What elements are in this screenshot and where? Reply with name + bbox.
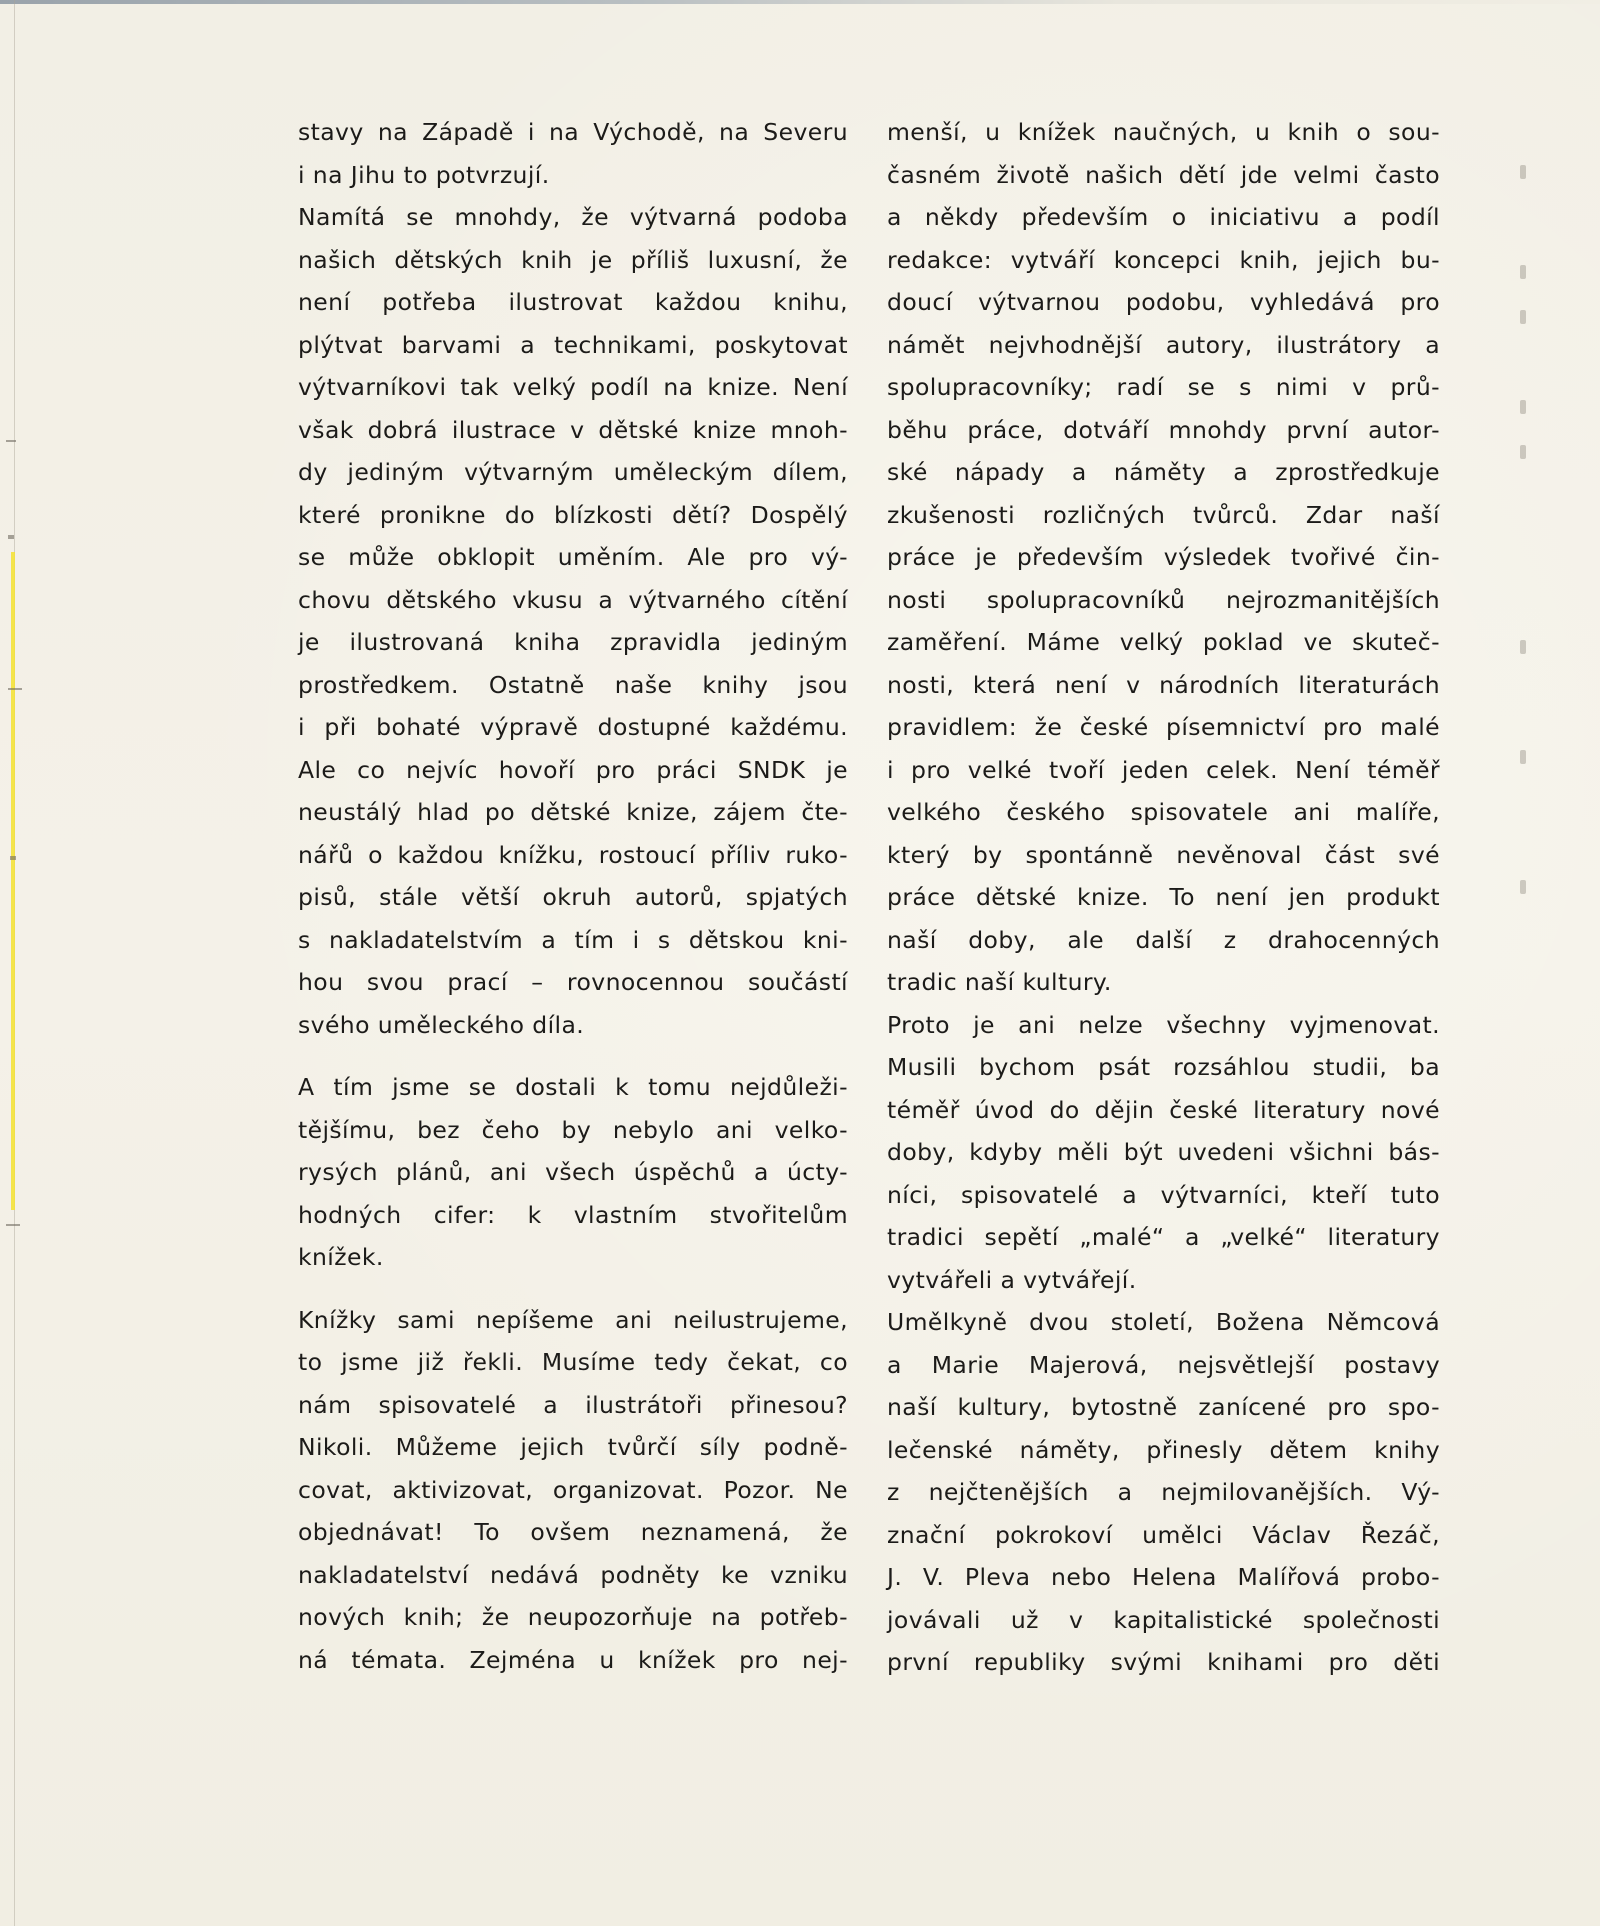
text-line: ské nápady a náměty a zprostředkuje bbox=[887, 458, 1440, 486]
text-line: A tím jsme se dostali k tomu nejdůleži- bbox=[298, 1073, 848, 1101]
paragraph bbox=[887, 1004, 1440, 1302]
bleed-through-mark bbox=[1520, 165, 1526, 179]
text-line: s nakladatelstvím a tím i s dětskou kni- bbox=[298, 925, 848, 954]
text-line: naší kultury, bytostně zanícené pro spo- bbox=[887, 1393, 1440, 1421]
paragraph bbox=[887, 111, 1440, 1004]
text-line: i pro velké tvoří jeden celek. Není téměř bbox=[887, 755, 1440, 784]
bleed-through-mark bbox=[1520, 265, 1526, 279]
text-line: dy jediným výtvarným uměleckým dílem, bbox=[298, 458, 848, 486]
text-line: časném životě našich dětí jde velmi často bbox=[887, 160, 1440, 189]
text-line: to jsme již řekli. Musíme tedy čekat, co bbox=[298, 1348, 848, 1376]
text-line: nosti spolupracovníků nejrozmanitějších bbox=[887, 585, 1440, 614]
text-line: i při bohaté výpravě dostupné každému. bbox=[298, 713, 848, 741]
bleed-through-mark bbox=[1520, 640, 1526, 654]
text-line: se může obklopit uměním. Ale pro vý- bbox=[298, 543, 848, 571]
text-line: velkého českého spisovatele ani malíře, bbox=[887, 798, 1440, 826]
text-line: Proto je ani nelze všechny vyjmenovat. bbox=[887, 1010, 1440, 1039]
paragraph bbox=[298, 1299, 848, 1682]
text-line: prostředkem. Ostatně naše knihy jsou bbox=[298, 670, 848, 699]
text-line: i na Jihu to potvrzují. bbox=[298, 160, 550, 189]
text-line: Knížky sami nepíšeme ani neilustrujeme, bbox=[298, 1305, 848, 1334]
paragraph bbox=[298, 111, 848, 196]
text-line: první republiky svými knihami pro děti bbox=[887, 1648, 1440, 1676]
paragraph bbox=[298, 1066, 848, 1279]
yellow-margin-strip bbox=[11, 552, 15, 1210]
text-line: nářů o každou knížku, rostoucí příliv ruko- bbox=[298, 840, 848, 869]
text-line: hodných cifer: k vlastním stvořitelům bbox=[298, 1200, 848, 1229]
text-line: však dobrá ilustrace v dětské knize mnoh- bbox=[298, 415, 848, 444]
text-line: Namítá se mnohdy, že výtvarná podoba bbox=[298, 203, 848, 231]
text-line: práce dětské knize. To není jen produkt bbox=[887, 883, 1440, 911]
text-line: spolupracovníky; radí se s nimi v prů- bbox=[887, 373, 1440, 401]
text-line: naší doby, ale další z drahocenných bbox=[887, 925, 1440, 954]
text-line: jovávali už v kapitalistické společnosti bbox=[887, 1605, 1440, 1634]
text-line: tradic naší kultury. bbox=[887, 968, 1112, 996]
text-line: stavy na Západě i na Východě, na Severu bbox=[298, 118, 848, 146]
text-line: Umělkyně dvou století, Božena Němcová bbox=[887, 1308, 1440, 1336]
text-line: covat, aktivizovat, organizovat. Pozor. Ne bbox=[298, 1475, 848, 1504]
text-line: tradici sepětí „malé“ a „velké“ literatury bbox=[887, 1223, 1440, 1251]
text-line: chovu dětského vkusu a výtvarného cítění bbox=[298, 585, 848, 614]
bleed-through-mark bbox=[1520, 400, 1526, 414]
text-line: pisů, stále větší okruh autorů, spjatých bbox=[298, 883, 848, 911]
text-line: pravidlem: že české písemnictví pro malé bbox=[887, 713, 1440, 741]
bleed-through-mark bbox=[1520, 445, 1526, 459]
text-line: plýtvat barvami a technikami, poskytovat bbox=[298, 330, 848, 359]
text-line: neustálý hlad po dětské knize, zájem čte- bbox=[298, 798, 848, 826]
text-line: knížek. bbox=[298, 1243, 384, 1271]
text-line: a někdy především o iniciativu a podíl bbox=[887, 203, 1440, 231]
text-line: J. V. Pleva nebo Helena Malířová probo- bbox=[887, 1563, 1440, 1591]
text-line: z nejčtenějších a nejmilovanějších. Vý- bbox=[887, 1478, 1440, 1506]
text-line: Nikoli. Můžeme jejich tvůrčí síly podně- bbox=[298, 1433, 848, 1461]
text-line: znační pokrokoví umělci Václav Řezáč, bbox=[887, 1520, 1440, 1549]
text-line: hou svou prací – rovnocennou součástí bbox=[298, 968, 848, 996]
text-line: téměř úvod do dějin české literatury nové bbox=[887, 1095, 1440, 1124]
text-line: lečenské náměty, přinesly dětem knihy bbox=[887, 1435, 1440, 1464]
text-line: není potřeba ilustrovat každou knihu, bbox=[298, 288, 848, 316]
text-line: nosti, která není v národních literaturách bbox=[887, 670, 1440, 699]
paragraph bbox=[298, 196, 848, 1046]
text-line: níci, spisovatelé a výtvarníci, kteří tuto bbox=[887, 1180, 1440, 1209]
bleed-through-mark bbox=[1520, 750, 1526, 764]
text-line: který by spontánně nevěnoval část své bbox=[887, 840, 1440, 869]
text-line: běhu práce, dotváří mnohdy první autor- bbox=[887, 415, 1440, 444]
margin-mark bbox=[10, 856, 16, 860]
text-line: zaměření. Máme velký poklad ve skuteč- bbox=[887, 628, 1440, 656]
margin-mark bbox=[6, 1224, 20, 1226]
text-line: zkušenosti rozličných tvůrců. Zdar naší bbox=[887, 500, 1440, 529]
bleed-through-mark bbox=[1520, 880, 1526, 894]
margin-mark bbox=[6, 440, 16, 442]
text-line: nových knih; že neupozorňuje na potřeb- bbox=[298, 1603, 848, 1631]
text-line: doucí výtvarnou podobu, vyhledává pro bbox=[887, 288, 1440, 316]
text-line: výtvarníkovi tak velký podíl na knize. Není bbox=[298, 373, 848, 401]
text-line: objednávat! To ovšem neznamená, že bbox=[298, 1518, 848, 1546]
text-line: rysých plánů, ani všech úspěchů a úcty- bbox=[298, 1158, 848, 1186]
text-line: našich dětských knih je příliš luxusní, že bbox=[298, 245, 848, 274]
text-line: redakce: vytváří koncepci knih, jejich bu- bbox=[887, 245, 1440, 274]
text-line: nám spisovatelé a ilustrátoři přinesou? bbox=[298, 1390, 848, 1419]
text-line: námět nejvhodnější autory, ilustrátory a bbox=[887, 330, 1440, 359]
margin-mark bbox=[8, 535, 14, 539]
text-line: Ale co nejvíc hovoří pro práci SNDK je bbox=[298, 755, 848, 784]
text-line: a Marie Majerová, nejsvětlejší postavy bbox=[887, 1350, 1440, 1379]
text-line: svého uměleckého díla. bbox=[298, 1010, 585, 1039]
text-line: ná témata. Zejména u knížek pro nej- bbox=[298, 1645, 848, 1674]
margin-mark bbox=[8, 688, 22, 690]
paragraph bbox=[887, 1301, 1440, 1684]
text-column-left bbox=[298, 111, 848, 1681]
text-line: menší, u knížek naučných, u knih o sou- bbox=[887, 118, 1440, 146]
text-line: Musili bychom psát rozsáhlou studii, ba bbox=[887, 1053, 1440, 1081]
text-column-right bbox=[887, 111, 1440, 1684]
text-line: doby, kdyby měli být uvedeni všichni bás- bbox=[887, 1138, 1440, 1166]
bleed-through-mark bbox=[1520, 310, 1526, 324]
text-line: je ilustrovaná kniha zpravidla jediným bbox=[298, 628, 848, 656]
text-line: tějšímu, bez čeho by nebylo ani velko- bbox=[298, 1115, 848, 1144]
text-line: vytvářeli a vytvářejí. bbox=[887, 1265, 1137, 1294]
text-line: nakladatelství nedává podněty ke vzniku bbox=[298, 1560, 848, 1589]
scan-top-edge bbox=[0, 0, 1600, 4]
text-line: které pronikne do blízkosti dětí? Dospělý bbox=[298, 500, 848, 529]
text-line: práce je především výsledek tvořivé čin- bbox=[887, 543, 1440, 571]
